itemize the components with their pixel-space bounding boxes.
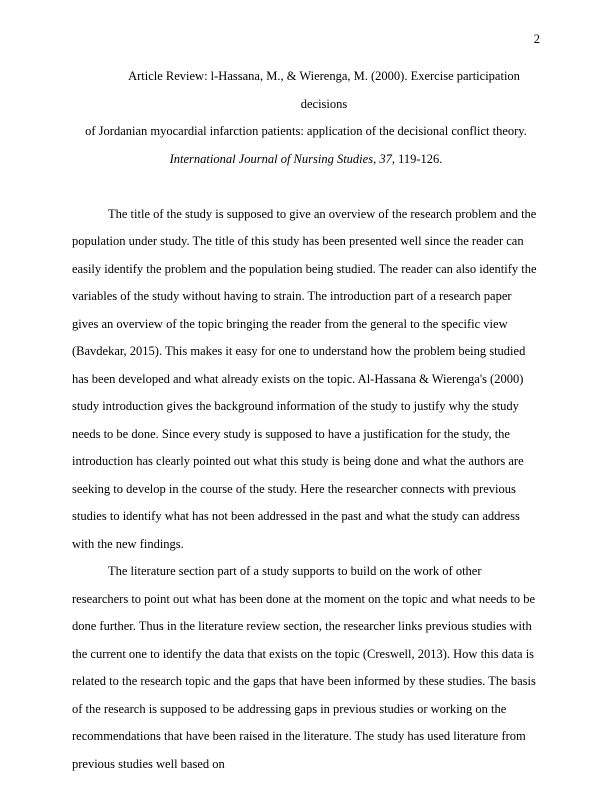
title-line-1: Article Review: l-Hassana, M., & Wierenga, M. (2000). Exercise participation decisions bbox=[128, 69, 520, 111]
article-reference-title bbox=[72, 63, 540, 173]
title-line-3 bbox=[72, 146, 540, 174]
title-line-2: of Jordanian myocardial infarction patients: application of the decisional conflict theory. bbox=[85, 124, 527, 138]
journal-pages: 119-126. bbox=[394, 151, 443, 166]
paragraph-literature-review: The literature section part of a study supports to build on the work of other researchers to point out what has been done at the moment on the topic and what needs to be done further. Thus in the literature review section, the researcher links previous studies with the current one to identify the data that exists on the topic (Creswell, 2013). How this data is related to the research topic and the gaps that have been informed by these studies. The basis of the research is supposed to be addressing gaps in previous studies or working on the recommendations that have been raised in the literature. The study has used literature from previous studies well based on bbox=[72, 564, 536, 771]
paragraph-title-introduction-review: The title of the study is supposed to give an overview of the research problem and the population under study. The title of this study has been presented well since the reader can easily identify the problem and the population being studied. The reader can also identify the variables of the study without having to strain. The introduction part of a research paper gives an overview of the topic bringing the reader from the general to the specific view (Bavdekar, 2015). This makes it easy for one to understand how the problem being studied has been developed and what already exists on the topic. Al-Hassana & Wierenga's (2000) study introduction gives the background information of the study to justify why the study needs to be done. Since every study is supposed to have a justification for the study, the introduction has clearly pointed out what this study is being done and what the authors are seeking to develop in the course of the study. Here the researcher connects with previous studies to identify what has not been addressed in the past and what the study can address with the new findings. bbox=[72, 206, 537, 551]
journal-name-volume: International Journal of Nursing Studies, 37, bbox=[169, 151, 395, 166]
page-number: 2 bbox=[533, 32, 540, 46]
